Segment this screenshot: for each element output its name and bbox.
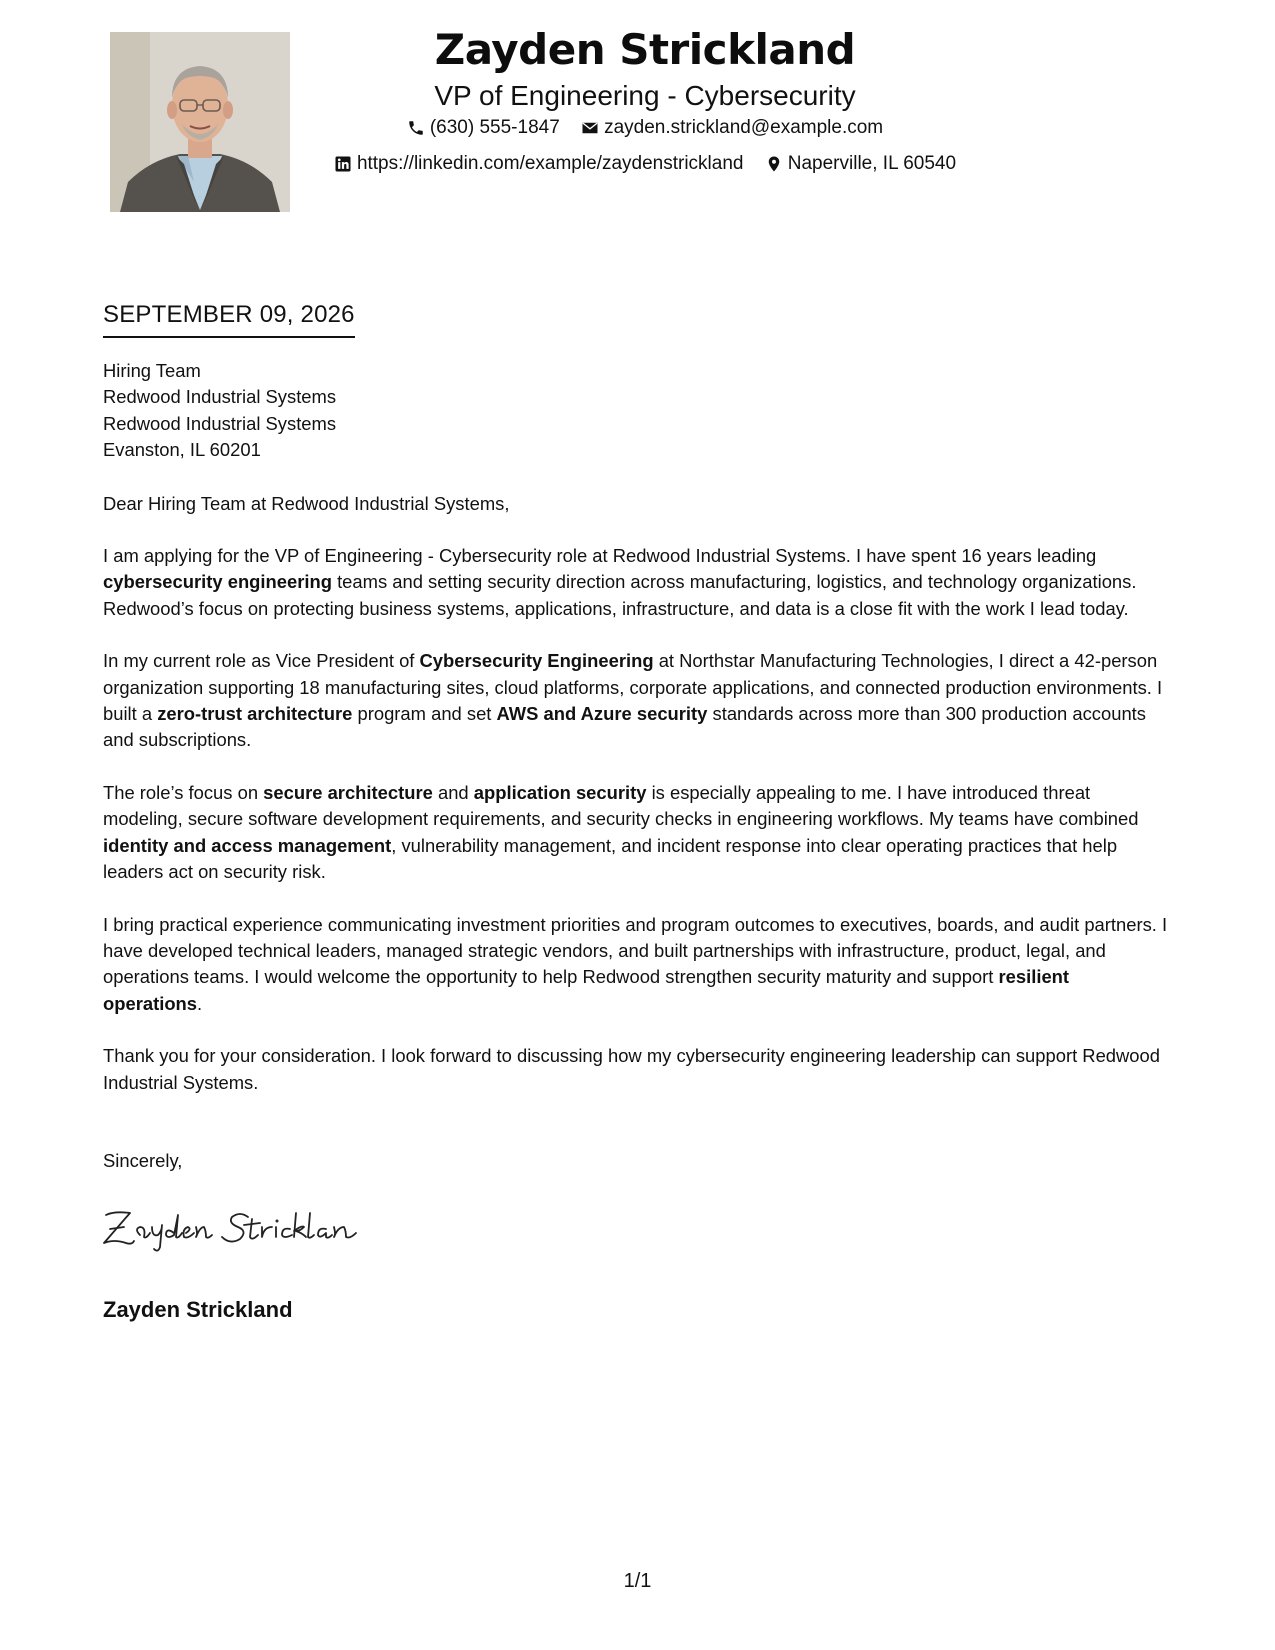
text-run: In my current role as Vice President of [103,650,420,672]
text-run: and [432,781,474,803]
profile-photo [110,32,290,212]
text-run: is especially appealing to me. I have introduced threat modeling, secure software development requirements, and security checks in engineering workflows. My teams have combined [103,781,1139,830]
keyword: resilient operations [103,966,1070,1014]
phone-number: (630) 555-1847 [429,117,560,138]
linkedin-contact[interactable] [334,148,744,180]
signer-name: Zayden Strickland [103,1297,293,1322]
contact-line-2 [300,148,990,184]
contact-line-1 [300,112,990,148]
keyword: identity and access management [103,834,392,856]
paragraph-1 [103,543,1173,622]
letter-date: SEPTEMBER 09, 2026 [103,298,355,338]
keyword: zero-trust architecture [157,703,353,725]
text-run: The role’s focus on [103,781,264,803]
text-run: . [197,992,203,1014]
recipient-address [103,358,1173,464]
applicant-role: VP of Engineering - Cybersecurity [434,80,856,111]
text-run: standards across more than 300 production accounts and subscriptions. [103,703,1146,751]
envelope-icon [581,119,599,137]
linkedin-icon [334,155,352,173]
paragraph-3 [103,780,1173,886]
location-contact [765,148,956,180]
recipient-line: Redwood Industrial Systems [103,412,337,434]
text-run: program and set [352,703,497,725]
recipient-line: Redwood Industrial Systems [103,386,337,408]
letter-body [103,358,1173,1174]
letterhead [300,20,990,184]
page-number: 1/1 [623,1570,652,1592]
handwritten-signature [100,1205,370,1255]
salutation: Dear Hiring Team at Redwood Industrial Systems, [103,492,510,514]
email-address: zayden.strickland@example.com [604,117,884,138]
keyword: AWS and Azure security [496,703,708,725]
paragraph-2 [103,648,1173,754]
keyword: cybersecurity engineering [103,571,332,593]
email-contact[interactable] [581,112,883,144]
text-run: I bring practical experience communicating investment priorities and program outcomes to executives, boards, and audit partners. I have developed technical leaders, managed strategic vendors, and built partnerships with infrastructure, product, legal, and operations teams. I would welcome the opportunity to help Redwood strengthen security maturity and support [103,913,1168,988]
paragraph-4 [103,912,1173,1018]
keyword: Cybersecurity Engineering [419,650,654,672]
keyword: application security [473,781,647,803]
recipient-line: Hiring Team [103,360,201,381]
phone-icon [407,119,425,137]
text-run: I am applying for the VP of Engineering - Cybersecurity role at Redwood Industrial Systems. I have spent 16 years leading [103,545,1097,567]
closing: Sincerely, [103,1149,183,1171]
location-text: Naperville, IL 60540 [787,153,957,174]
phone-contact[interactable] [407,112,560,144]
text-run: , vulnerability management, and incident response into clear operating practices that help leaders act on security risk. [103,834,1118,883]
linkedin-url: https://linkedin.com/example/zaydenstrickland [356,153,744,174]
keyword: secure architecture [263,781,433,803]
map-pin-icon [765,155,783,173]
paragraph-5: Thank you for your consideration. I look forward to discussing how my cybersecurity engineering leadership can support Redwood Industrial Systems. [103,1045,1160,1093]
text-run: teams and setting security direction across manufacturing, logistics, and technology organizations. Redwood’s focus on protecting business systems, applications, infrastructure, and data is a close fit with the work I lead today. [103,571,1137,619]
applicant-name: Zayden Strickland [434,25,856,74]
text-run: at Northstar Manufacturing Technologies, I direct a 42-person organization supporting 18 manufacturing sites, cloud platforms, corporate applications, and connected production environments. I built a [103,650,1163,725]
recipient-line: Evanston, IL 60201 [103,439,261,461]
